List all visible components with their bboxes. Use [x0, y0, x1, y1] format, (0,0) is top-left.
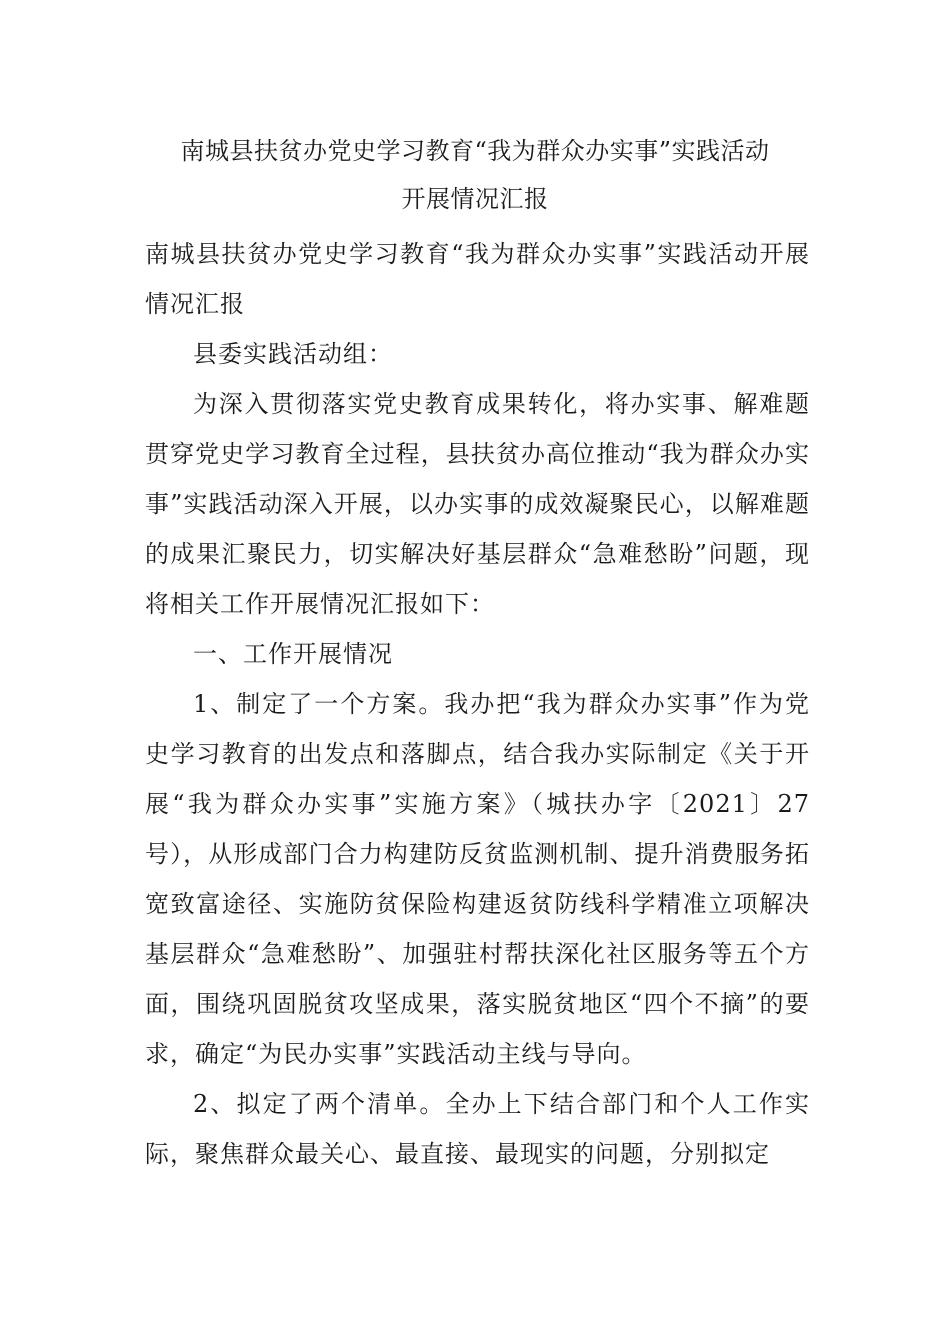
subtitle-repeat: 南城县扶贫办党史学习教育“我为群众办实事”实践活动开展情况汇报 — [145, 240, 810, 318]
document-body — [145, 229, 810, 1179]
paragraph-1: 1、制定了一个方案。我办把“我为群众办实事”作为党史学习教育的出发点和落脚点，结合我办实际制定《关于开展“我为群众办实事”实施方案》（城扶办字〔2021〕27号），从形成部门合力构建防反贫监测机制、提升消费服务拓宽致富途径、实施防贫保险构建返贫防线科学精准立项解决基层群众“急难愁盼”、加强驻村帮扶深化社区服务等五个方面，围绕巩固脱贫攻坚成果，落实脱贫地区“四个不摘”的要求，确定“为民办实事”实践活动主线与导向。 — [145, 690, 810, 1068]
section-heading: 一、工作开展情况 — [193, 640, 393, 668]
document-title-line1: 南城县扶贫办党史学习教育“我为群众办实事”实践活动 — [180, 137, 770, 165]
salutation: 县委实践活动组： — [193, 340, 393, 368]
intro-paragraph: 为深入贯彻落实党史教育成果转化，将办实事、解难题贯穿党史学习教育全过程，县扶贫办高位推动“我为群众办实事”实践活动深入开展，以办实事的成效凝聚民心，以解难题的成果汇聚民力，切实解决好基层群众“急难愁盼”问题，现将相关工作开展情况汇报如下： — [145, 390, 810, 618]
paragraph-2: 2、拟定了两个清单。全办上下结合部门和个人工作实际，聚焦群众最关心、最直接、最现实的问题，分别拟定 — [145, 1090, 810, 1168]
document-title-line2: 开展情况汇报 — [401, 185, 549, 213]
